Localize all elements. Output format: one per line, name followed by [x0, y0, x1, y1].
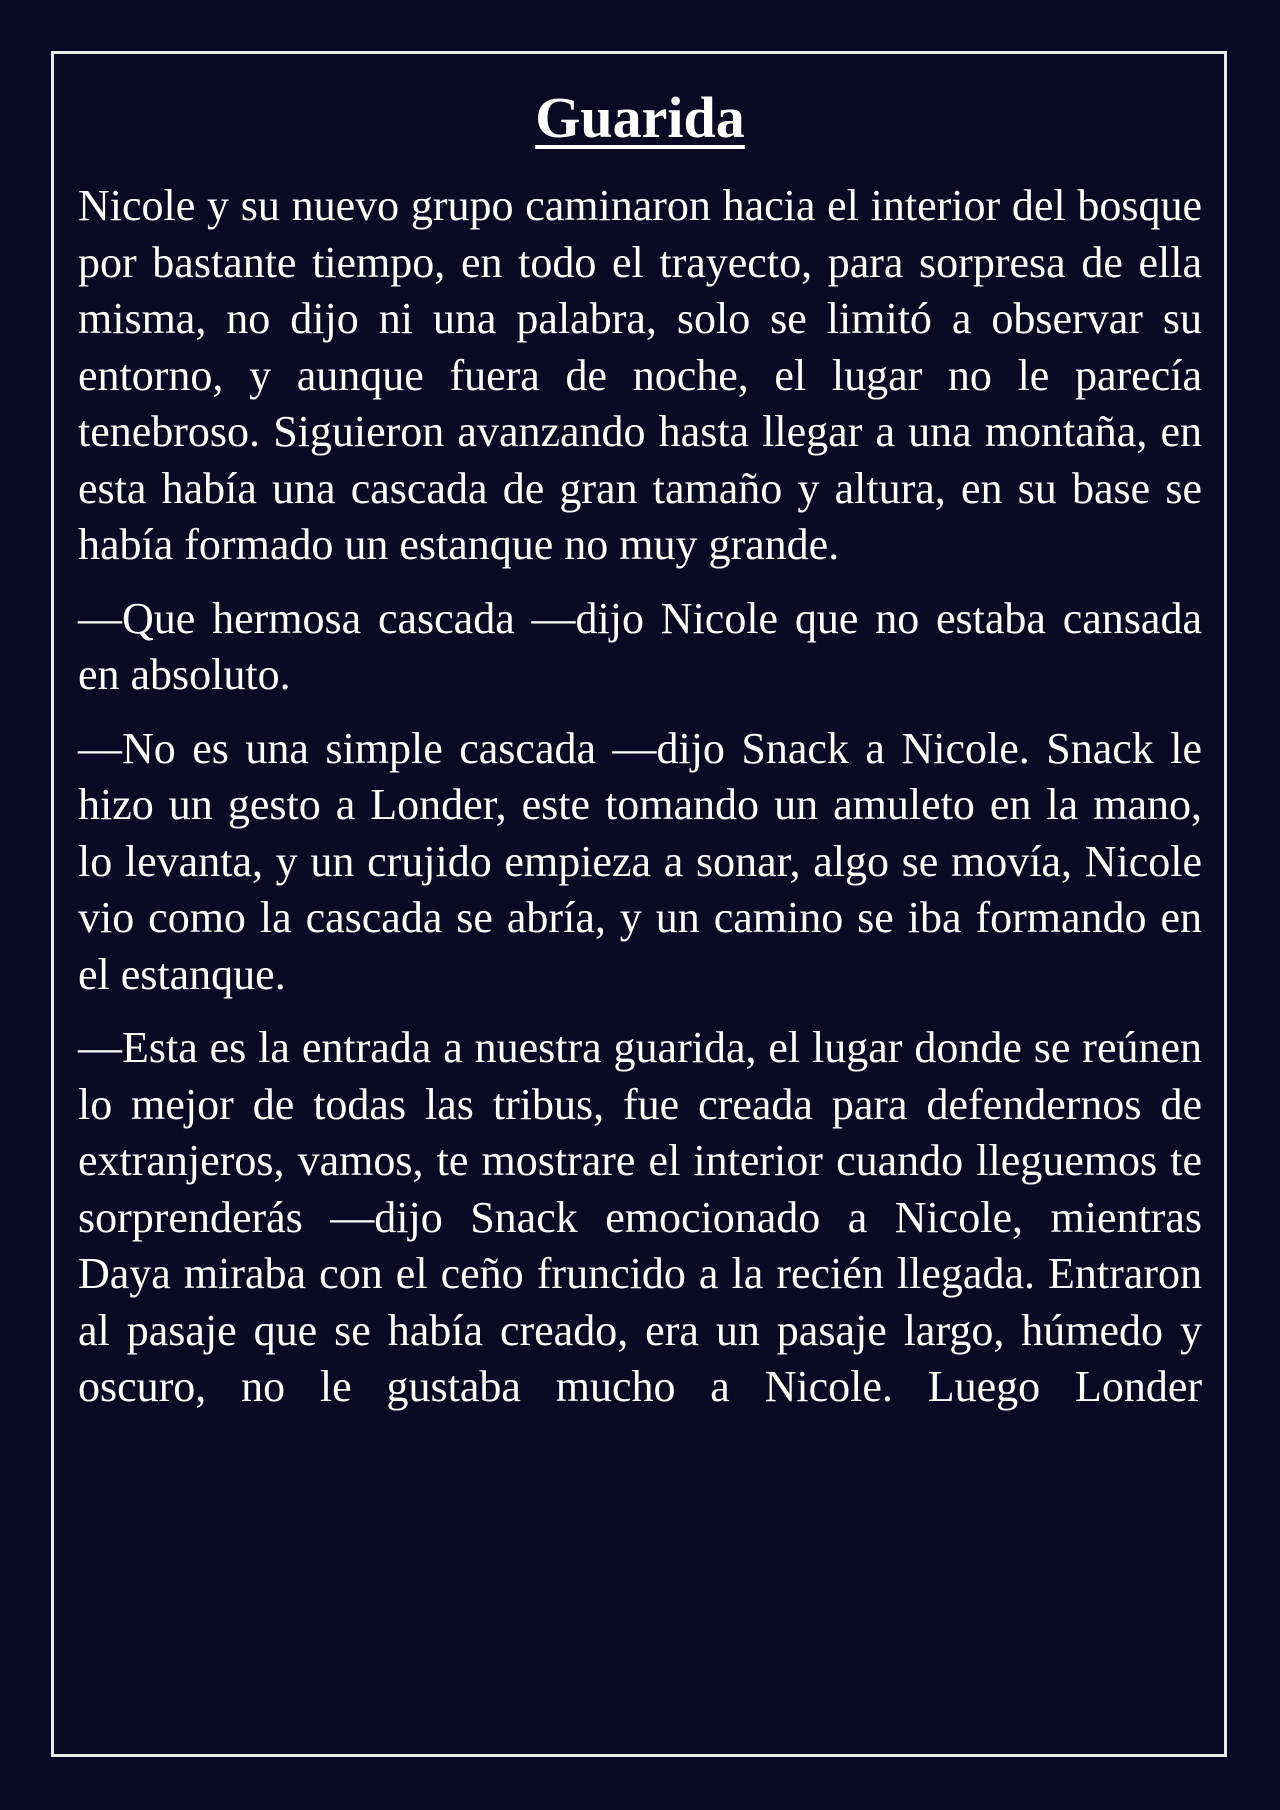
- paragraph-1: Nicole y su nuevo grupo caminaron hacia el interior del bosque por bastante tiempo, en todo el trayecto, para sorpresa de ella misma, no dijo ni una palabra, solo se limitó a observar su entorno, y aunque fuera de noche, el lugar no le parecía tenebroso. Siguieron avanzando hasta llegar a una montaña, en esta había una cascada de gran tamaño y altura, en su base se había formado un estanque no muy grande.: [78, 181, 1202, 569]
- page-title: Guarida: [535, 85, 745, 150]
- paragraph-4: —Esta es la entrada a nuestra guarida, el lugar donde se reúnen lo mejor de todas las tribus, fue creada para defendernos de extranjeros, vamos, te mostrare el interior cuando lleguemos te sorprenderás —dijo Snack emocionado a Nicole, mientras Daya miraba con el ceño fruncido a la recién llegada. Entraron al pasaje que se había creado, era un pasaje largo, húmedo y oscuro, no le gustaba mucho a Nicole. Luego Londer: [78, 1023, 1202, 1411]
- paragraph-3: —No es una simple cascada —dijo Snack a Nicole. Snack le hizo un gesto a Londer, este tomando un amuleto en la mano, lo levanta, y un crujido empieza a sonar, algo se movía, Nicole vio como la cascada se abría, y un camino se iba formando en el estanque.: [78, 723, 1202, 999]
- paragraph-2: —Que hermosa cascada —dijo Nicole que no estaba cansada en absoluto.: [78, 593, 1202, 699]
- body-text: [78, 178, 1202, 1433]
